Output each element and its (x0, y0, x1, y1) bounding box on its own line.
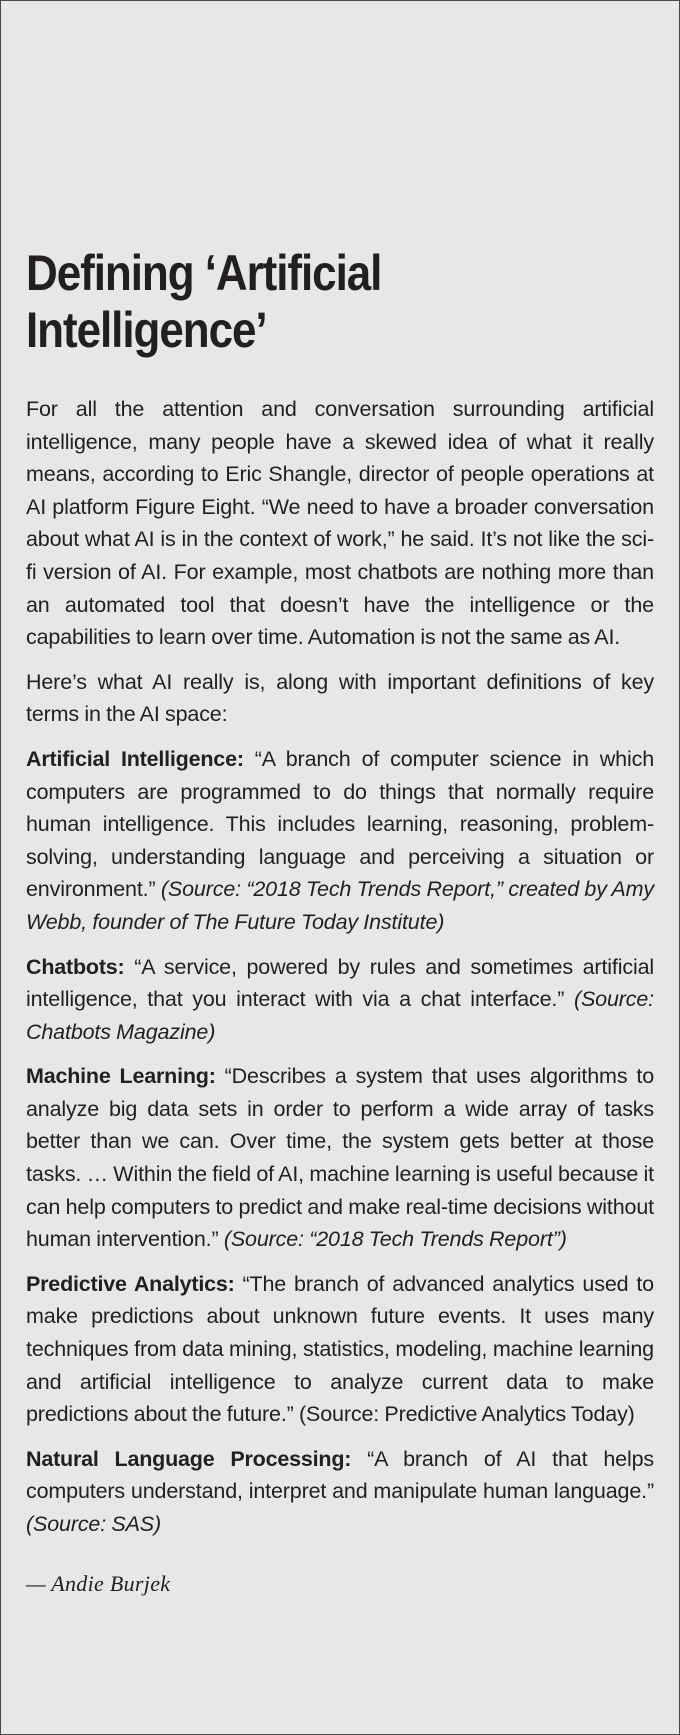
title-line-2: Intelligence’ (26, 302, 267, 358)
definition-text: “The branch of advanced analytics used to make predictions about unknown future events. It uses many techniques from data mining, statistics, modeling, machine learning and artificial intelligence to analyze current data to make predictions about the future.” (Source: Predictive Analytics Today) (26, 1271, 654, 1427)
definition-text: “A branch of AI that helps computers understand, interpret and manipulate human language.” (26, 1446, 654, 1504)
definition-source: (Source: Chatbots Magazine) (26, 987, 654, 1044)
definition-term: Natural Language Processing: (26, 1446, 352, 1471)
definition-chatbots (26, 951, 654, 1049)
definition-text: “A service, powered by rules and sometimes artificial intelligence, that you interact with via a chat interface.” (26, 954, 654, 1012)
definition-predictive-analytics (26, 1268, 654, 1431)
definition-term: Predictive Analytics: (26, 1271, 235, 1296)
definition-source: (Source: SAS) (26, 1512, 161, 1536)
title-line-1: Defining ‘Artificial (26, 245, 382, 301)
definition-term: Chatbots: (26, 954, 125, 979)
definition-natural-language-processing (26, 1443, 654, 1541)
definition-source: (Source: “2018 Tech Trends Report,” created by Amy Webb, founder of The Future Today Institute) (26, 877, 654, 934)
definition-source: (Source: “2018 Tech Trends Report”) (223, 1227, 567, 1252)
definition-machine-learning (26, 1060, 654, 1256)
intro-paragraph: For all the attention and conversation surrounding artificial intelligence, many people have a skewed idea of what it really means, according to Eric Shangle, director of people operations at AI platform Figure Eight. “We need to have a broader conversation about what AI is in the context of work,” he said. It’s not like the sci-fi version of AI. For example, most chatbots are nothing more than an automated tool that doesn’t have the intelligence or the capabilities to learn over time. Automation is not the same as AI. (26, 397, 654, 650)
definition-term: Artificial Intelligence: (26, 746, 244, 771)
definition-text: “Describes a system that uses algorithms to analyze big data sets in order to perform a wide array of tasks better than we can. Over time, the system gets better at those tasks. … Within the field of AI, machine learning is useful because it can help computers to predict and make real-time decisions without human intervention.” (26, 1064, 655, 1252)
definition-text: “A branch of computer science in which computers are programmed to do things that normally require human intelligence. This includes learning, reasoning, problem-solving, understanding language and perceiving a situation or environment.” (26, 746, 655, 902)
definition-term: Machine Learning: (26, 1064, 216, 1089)
lead-in-paragraph: Here’s what AI really is, along with important definitions of key terms in the AI space: (26, 669, 654, 727)
definition-artificial-intelligence (26, 743, 654, 939)
article-title (26, 245, 589, 359)
author-byline: — Andie Burjek (26, 1570, 171, 1596)
